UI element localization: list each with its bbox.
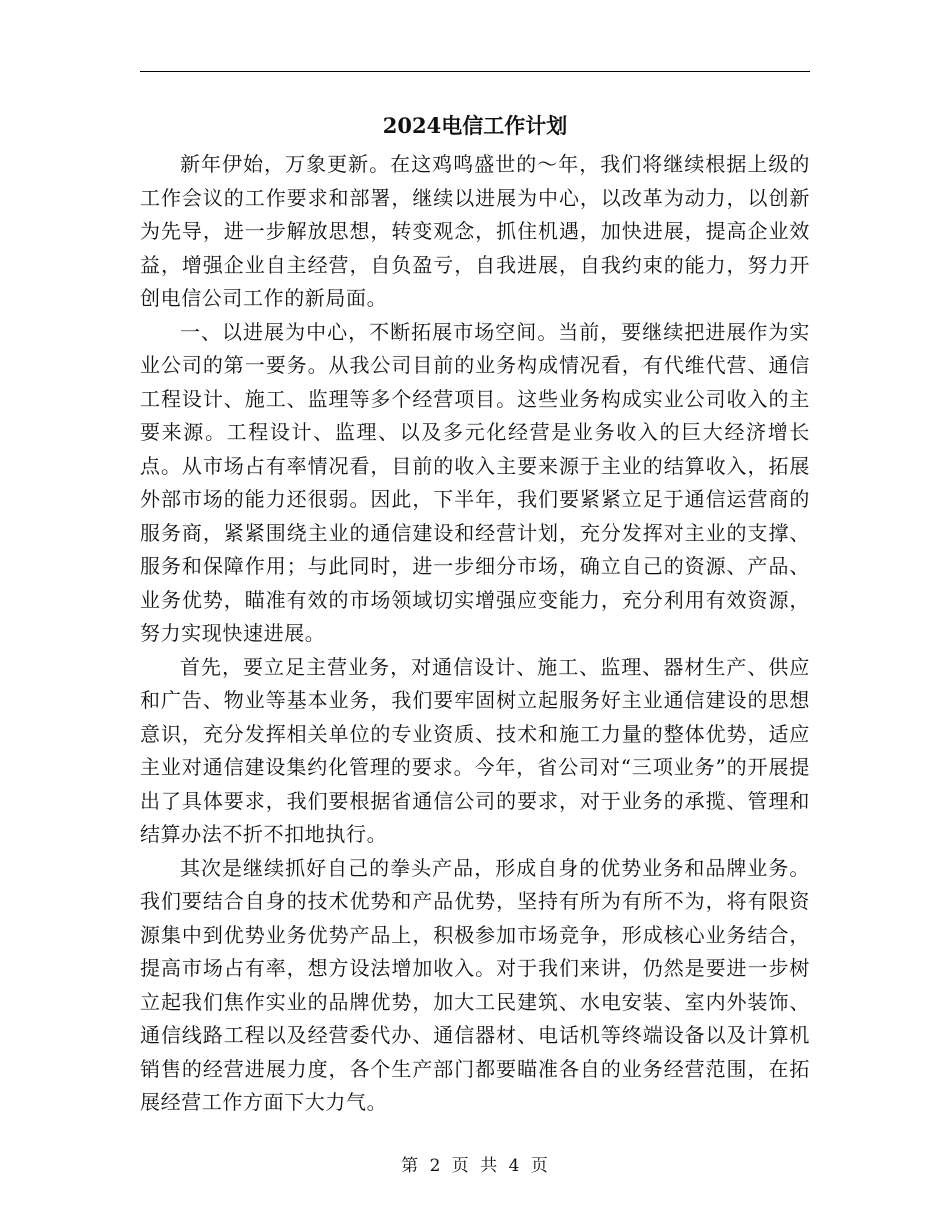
paragraph-intro: 新年伊始，万象更新。在这鸡鸣盛世的～年，我们将继续根据上级的工作会议的工作要求和部署，继续以进展为中心，以改革为动力，以创新为先导，进一步解放思想，转变观念，抓住机遇，加快进展，提高企业效益，增强企业自主经营，自负盈亏，自我进展，自我约束的能力，努力开创电信公司工作的新局面。 xyxy=(140,152,810,310)
paragraph-core-products: 其次是继续抓好自己的拳头产品，形成自身的优势业务和品牌业务。我们要结合自身的技术优势和产品优势，坚持有所为有所不为，将有限资源集中到优势业务优势产品上，积极参加市场竞争，形成核心业务结合，提高市场占有率，想方设法增加收入。对于我们来讲，仍然是要进一步树立起我们焦作实业的品牌优势，加大工民建筑、水电安装、室内外装饰、通信线路工程以及经营委代办、通信器材、电话机等终端设备以及计算机销售的经营进展力度，各个生产部门都要瞄准各自的业务经营范围，在拓展经营工作方面下大力气。 xyxy=(140,855,810,1114)
header-rule xyxy=(140,71,810,72)
document-body xyxy=(140,148,810,1120)
paragraph-market-expansion: 一、以进展为中心，不断拓展市场空间。当前，要继续把进展作为实业公司的第一要务。从我公司目前的业务构成情况看，有代维代营、通信工程设计、施工、监理等多个经营项目。这些业务构成实业公司收入的主要来源。工程设计、监理、以及多元化经营是业务收入的巨大经济增长点。从市场占有率情况看，目前的收入主要来源于主业的结算收入，拓展外部市场的能力还很弱。因此，下半年，我们要紧紧立足于通信运营商的服务商，紧紧围绕主业的通信建设和经营计划，充分发挥对主业的支撑、服务和保障作用；与此同时，进一步细分市场，确立自己的资源、产品、业务优势，瞄准有效的市场领域切实增强应变能力，充分利用有效资源，努力实现快速进展。 xyxy=(140,319,810,645)
paragraph-main-business: 首先，要立足主营业务，对通信设计、施工、监理、器材生产、供应和广告、物业等基本业务，我们要牢固树立起服务好主业通信建设的思想意识，充分发挥相关单位的专业资质、技术和施工力量的整体优势，适应主业对通信建设集约化管理的要求。今年，省公司对“三项业务”的开展提出了具体要求，我们要根据省通信公司的要求，对于业务的承揽、管理和结算办法不折不扣地执行。 xyxy=(140,654,810,846)
page-footer: 第 2 页 共 4 页 xyxy=(401,1156,549,1176)
document-title: 2024电信工作计划 xyxy=(382,113,568,138)
